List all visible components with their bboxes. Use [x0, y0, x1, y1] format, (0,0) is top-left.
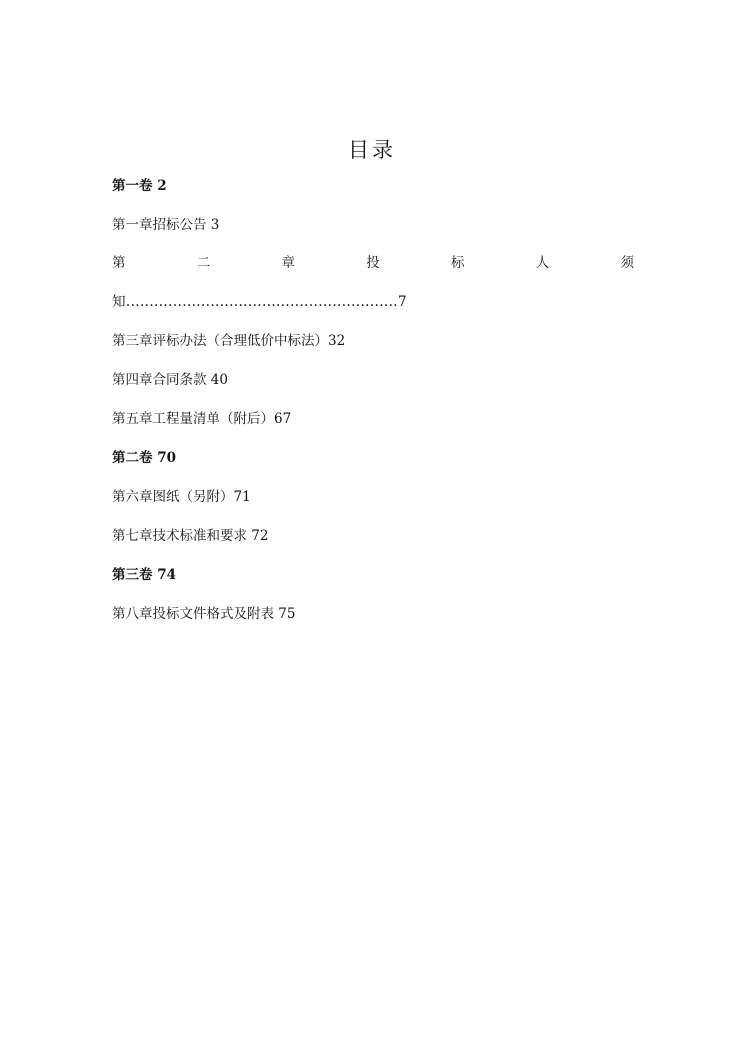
toc-entry: 第七章技术标准和要求 72 [112, 528, 269, 544]
toc-title: 目录 [348, 138, 396, 162]
toc-char: 投 [366, 255, 380, 271]
volume-heading: 第一卷 2 [112, 178, 167, 194]
volume-heading: 第二卷 70 [112, 450, 176, 466]
toc-entry: 第三章评标办法（合理低价中标法）32 [112, 333, 346, 349]
toc-entry-justified [112, 254, 634, 272]
toc-entry: 第四章合同条款 40 [112, 372, 228, 388]
toc-char: 第 [112, 255, 126, 271]
toc-char: 二 [196, 255, 211, 271]
toc-entry: 第五章工程量清单（附后）67 [112, 411, 292, 427]
toc-char: 人 [535, 255, 550, 271]
toc-char: 标 [451, 255, 465, 271]
toc-entry: 第六章图纸（另附）71 [112, 489, 251, 505]
toc-entry: 第一章招标公告 3 [112, 217, 220, 233]
toc-entry: 第八章投标文件格式及附表 75 [112, 606, 296, 622]
toc-char: 章 [281, 255, 295, 271]
toc-char: 须 [620, 255, 634, 271]
volume-heading: 第三卷 74 [112, 567, 176, 583]
toc-entry-continuation: 知..........................................................7 [112, 294, 407, 310]
